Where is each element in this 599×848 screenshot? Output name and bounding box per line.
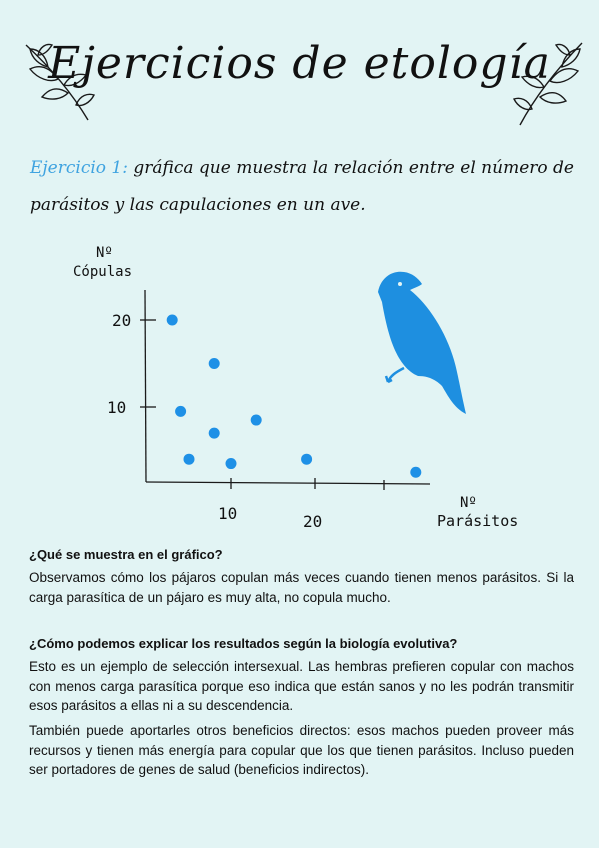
y-axis — [145, 290, 146, 482]
data-point — [226, 458, 237, 469]
data-point — [175, 406, 186, 417]
exercise-statement — [30, 150, 575, 224]
answer-paragraph: Esto es un ejemplo de selección intersexual. Las hembras prefieren copular con machos con menos carga parasítica porque eso indica que están sanos y no les podrán transmitir esos parásitos a ellas ni a su descendencia. — [29, 659, 574, 714]
x-tick-label: 20 — [303, 512, 323, 531]
exercise-label: Ejercicio 1: — [30, 158, 128, 178]
answer-paragraph: También puede aportarles otros beneficios directos: esos machos pueden proveer más recursos y tienen más energía para copular que los que tienen parásitos. Incluso pueden ser portadores de genes de salud (beneficios indirectos). — [29, 723, 574, 778]
y-tick-label: 20 — [112, 311, 132, 330]
data-point — [167, 315, 178, 326]
y-tick-label: 10 — [107, 398, 127, 417]
answer-paragraph: Observamos cómo los pájaros copulan más veces cuando tienen menos parásitos. Si la carga parasítica de un pájaro es muy alta, no copula mucho. — [29, 570, 574, 605]
scatter-chart — [0, 230, 599, 540]
x-axis-label: Parásitos — [437, 512, 519, 530]
y-axis-label: Cópulas — [73, 264, 133, 280]
data-point — [209, 358, 220, 369]
crow-icon — [370, 268, 470, 418]
data-point — [301, 454, 312, 465]
exercise-text: gráfica que muestra la relación entre el número de parásitos y las capulaciones en un ave. — [30, 158, 574, 215]
x-axis-label-top: Nº — [460, 495, 477, 511]
y-axis-label-top: Nº — [96, 245, 113, 261]
page-title: Ejercicios de etología — [48, 38, 551, 89]
x-tick-label: 10 — [218, 504, 238, 523]
x-axis — [146, 482, 430, 484]
data-point — [251, 415, 262, 426]
data-point — [184, 454, 195, 465]
question-heading: ¿Qué se muestra en el gráfico? — [29, 547, 223, 562]
question-heading: ¿Cómo podemos explicar los resultados según la biología evolutiva? — [29, 636, 458, 651]
data-point — [410, 467, 421, 478]
data-point — [209, 428, 220, 439]
